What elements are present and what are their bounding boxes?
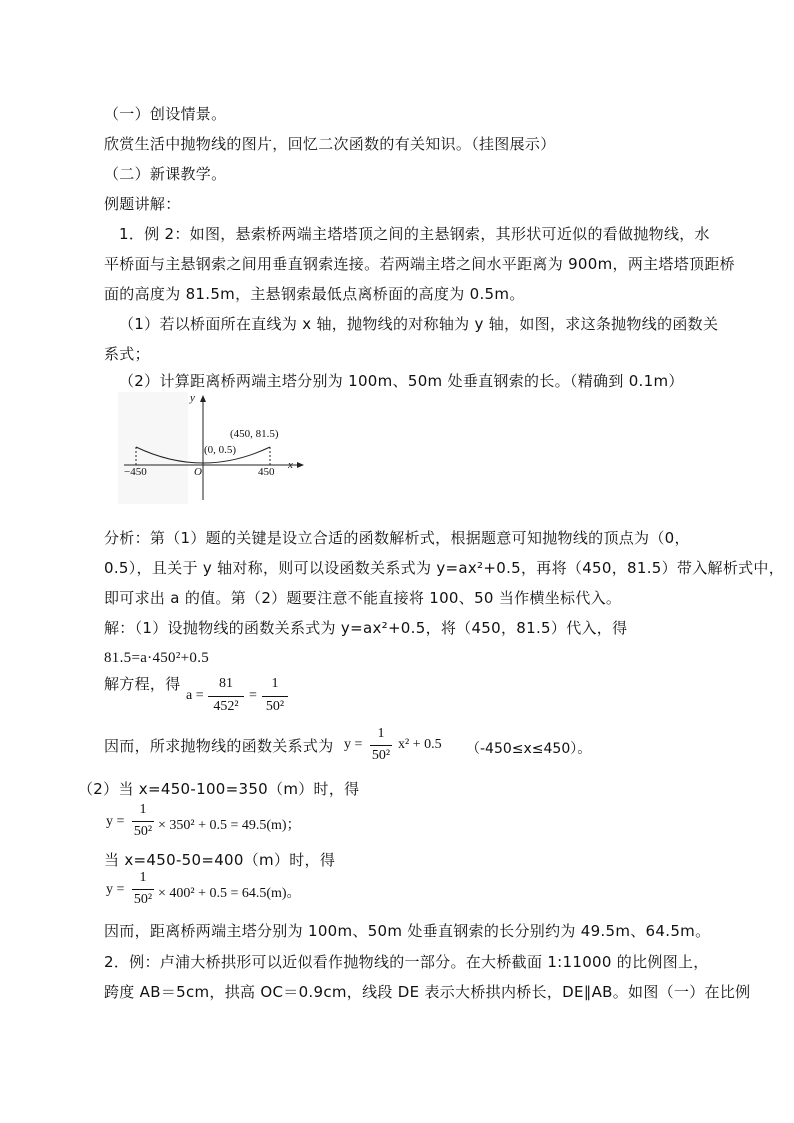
- numerator: 1: [377, 726, 385, 741]
- eq-a-fraction-2: [262, 676, 288, 718]
- numerator: 1: [271, 676, 279, 691]
- denominator: 50²: [371, 748, 391, 763]
- vertex-label: (0, 0.5): [204, 444, 237, 456]
- paragraph-line: 解：（1）设抛物线的函数关系式为 y=ax²+0.5，将（450，81.5）代入，得: [104, 619, 628, 637]
- eq-400-rhs: × 400² + 0.5 = 64.5(m)。: [158, 886, 301, 901]
- numerator: 1: [139, 802, 147, 817]
- section-heading-2: （二）新课教学。: [104, 165, 227, 183]
- numerator: 81: [219, 676, 233, 691]
- eq-350-lhs: y =: [106, 814, 125, 829]
- paragraph-line: 即可求出 a 的值。第（2）题要注意不能直接将 100、50 当作横坐标代入。: [104, 589, 622, 607]
- paragraph-line: 平桥面与主悬钢索之间用垂直钢索连接。若两端主塔之间水平距离为 900m，两主塔塔顶距桥: [104, 255, 735, 273]
- denominator: 50²: [133, 892, 153, 907]
- eq-350-rhs: × 350² + 0.5 = 49.5(m)；: [158, 818, 301, 833]
- fraction-bar: [132, 889, 154, 890]
- paragraph-line: 当 x=450-50=400（m）时，得: [104, 851, 336, 869]
- scan-shade: [118, 392, 188, 504]
- fraction-bar: [262, 696, 288, 697]
- paragraph-line: 例题讲解：: [104, 195, 181, 213]
- x-axis-arrow: [297, 462, 304, 468]
- eq-400-lhs: y =: [106, 882, 125, 897]
- x-axis-label: x: [288, 459, 293, 471]
- equation-line: 81.5=a·450²+0.5: [104, 650, 210, 666]
- eq-y-fraction: [370, 726, 392, 768]
- left-tick-label: −450: [124, 466, 147, 478]
- y-axis-label: y: [190, 392, 195, 404]
- eq-a-lhs: a =: [186, 688, 204, 703]
- origin-label: O: [194, 466, 202, 478]
- eq-350-fraction: [132, 802, 154, 844]
- paragraph-line: （2）当 x=450-100=350（m）时，得: [78, 780, 360, 798]
- denominator: 50²: [133, 824, 153, 839]
- paragraph-line: 1．例 2：如图，悬索桥两端主塔塔顶之间的主悬钢索，其形状可近似的看做抛物线，水: [119, 225, 710, 243]
- eq-400-fraction: [132, 870, 154, 912]
- denominator: 452²: [213, 699, 239, 714]
- paragraph-line: （2）计算距离桥两端主塔分别为 100m、50m 处垂直钢索的长。（精确到 0.1m）: [119, 372, 684, 390]
- y-axis-arrow: [200, 395, 206, 402]
- eq-y-domain: （-450≤x≤450）。: [466, 741, 592, 757]
- paragraph-line: 面的高度为 81.5m，主悬钢索最低点离桥面的高度为 0.5m。: [104, 285, 525, 303]
- numerator: 1: [139, 870, 147, 885]
- paragraph-line: （1）若以桥面所在直线为 x 轴，抛物线的对称轴为 y 轴，如图，求这条抛物线的函数关: [119, 315, 719, 333]
- paragraph-line: 2．例：卢浦大桥拱形可以近似看作抛物线的一部分。在大桥截面 1:11000 的比例图上，: [104, 953, 709, 971]
- fraction-bar: [208, 696, 244, 697]
- fraction-bar: [132, 821, 154, 822]
- paragraph-line: 因而，距离桥两端主塔分别为 100m、50m 处垂直钢索的长分别约为 49.5m、64.5m。: [104, 922, 711, 940]
- paragraph-line: 欣赏生活中抛物线的图片，回忆二次函数的有关知识。（挂图展示）: [104, 135, 556, 153]
- section-heading-1: （一）创设情景。: [104, 105, 227, 123]
- right-tick-label: 450: [258, 466, 275, 478]
- equals-sign: =: [249, 688, 257, 703]
- paragraph-line: 因而，所求抛物线的函数关系式为: [104, 737, 334, 755]
- fraction-bar: [370, 745, 392, 746]
- denominator: 50²: [265, 699, 285, 714]
- parabola-figure: [118, 392, 308, 504]
- paragraph-line: 分析：第（1）题的关键是设立合适的函数解析式，根据题意可知抛物线的顶点为（0，: [104, 529, 690, 547]
- eq-y-lhs: y =: [344, 737, 363, 752]
- top-right-point-label: (450, 81.5): [230, 428, 279, 440]
- eq-y-rhs: x² + 0.5: [398, 737, 442, 752]
- paragraph-line: 跨度 AB＝5cm，拱高 OC＝0.9cm，线段 DE 表示大桥拱内桥长，DE∥AB。如图（一）在比例: [104, 983, 751, 1001]
- paragraph-line: 0.5），且关于 y 轴对称，则可以设函数关系式为 y=ax²+0.5，再将（450，81.5）带入解析式中，: [104, 559, 785, 577]
- paragraph-line: 系式；: [104, 345, 150, 363]
- eq-a-fraction-1: [208, 676, 244, 718]
- paragraph-line: 解方程，得: [104, 675, 181, 693]
